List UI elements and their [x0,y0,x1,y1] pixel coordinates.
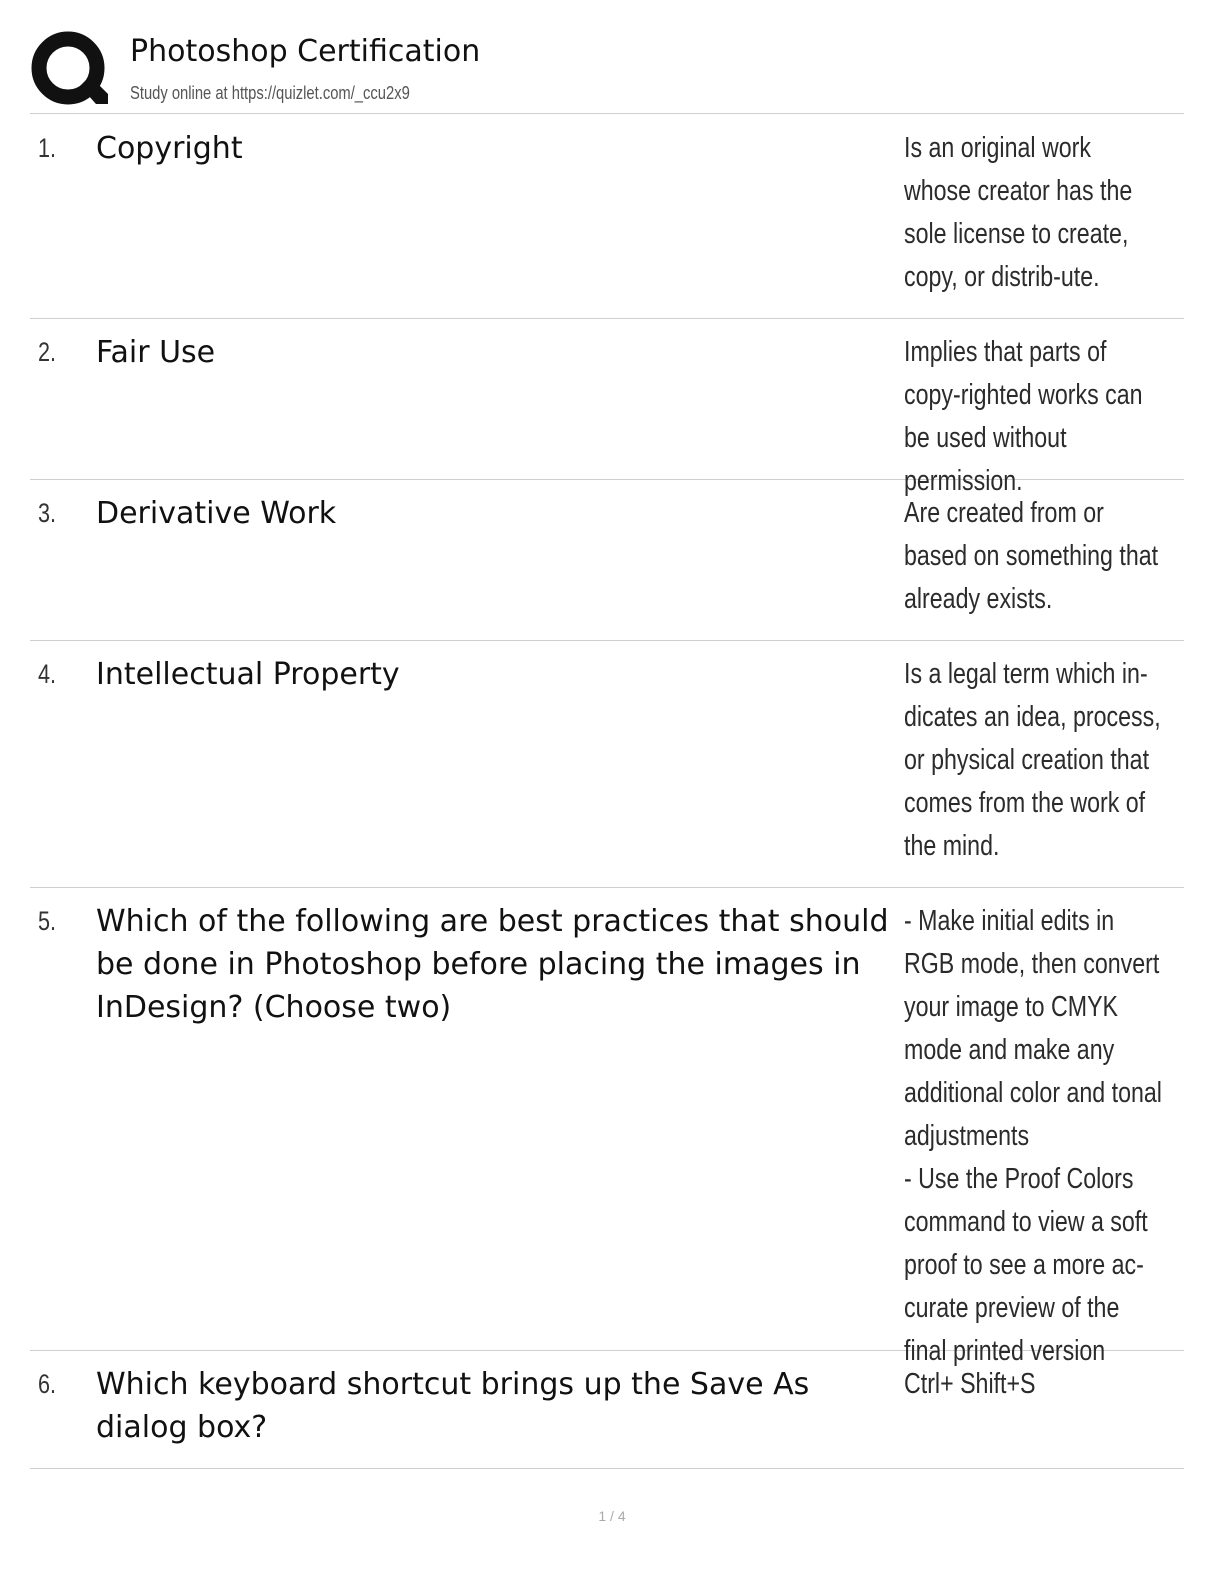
quizlet-logo-icon [30,30,110,110]
flashcard-row [30,900,1184,1367]
card-definition: - Make initial edits in RGB mode, then convert your image to CMYK mode and make any additional color and tonal adjustments - Use the Proof Colors command to view a soft proof to see a more ac-curate preview of the final printed version [904,905,1162,1367]
card-number: 1. [38,133,57,163]
card-term: Intellectual Property [96,657,400,692]
header-divider [30,113,1184,114]
card-term: Copyright [96,131,243,166]
set-title: Photoshop Certification [130,34,481,69]
study-online-link[interactable]: Study online at https://quizlet.com/_ccu2x9 [130,83,410,103]
flashcard-row [30,331,1184,497]
flashcard-row [30,653,1184,888]
card-definition: Ctrl+ Shift+S [904,1368,1036,1400]
card-definition: Are created from or based on something that already exists. [904,497,1159,615]
flashcard-row [30,1363,1184,1469]
card-term: Which keyboard shortcut brings up the Save As dialog box? [96,1367,810,1445]
flashcard-row [30,127,1184,319]
card-definition: Is an original work whose creator has the sole license to create, copy, or distrib-ute. [904,132,1133,293]
card-number: 5. [38,906,57,936]
card-definition: Is a legal term which in-dicates an idea, process, or physical creation that comes from the work of the mind. [904,658,1161,862]
flashcard-row [30,492,1184,641]
card-number: 3. [38,498,57,528]
page-header [30,28,1184,112]
card-term: Derivative Work [96,496,337,531]
card-definition: Implies that parts of copy-righted works can be used without permission. [904,336,1143,497]
card-number: 6. [38,1369,57,1399]
card-number: 4. [38,659,57,689]
card-term: Fair Use [96,335,216,370]
card-term: Which of the following are best practices that should be done in Photoshop before placing the images in InDesign? (Choose two) [96,904,889,1025]
card-number: 2. [38,337,57,367]
page-number: 1 / 4 [598,1508,626,1524]
